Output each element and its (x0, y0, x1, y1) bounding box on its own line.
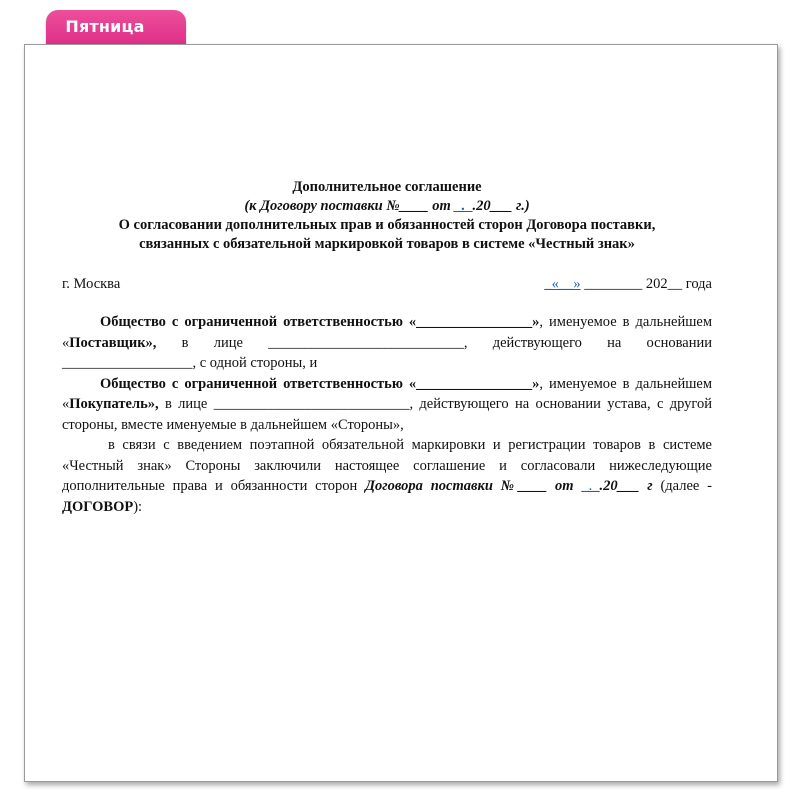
buyer-role: Покупатель», (69, 396, 159, 412)
buyer-text-2: в лице ___________________________, действующего на основании устава, с другой стороны, вместе именуемые в дальнейшем «Стороны», (62, 396, 712, 433)
document-heading-line2: связанных с обязательной маркировкой товаров в системе «Честный знак» (139, 236, 635, 252)
subtitle-suffix: .20___ г.) (472, 198, 530, 214)
day-tab-label: Пятница (65, 17, 145, 36)
date-day-blank: _«__» (544, 276, 581, 292)
buyer-text-1: , именуемое в дальнейшем « (62, 375, 712, 412)
document-heading-line1: О согласовании дополнительных прав и обязанностей сторон Договора поставки, (118, 217, 656, 233)
body-tail-bold: ДОГОВОР (62, 498, 134, 515)
subtitle-prefix: (к Договору поставки №____ от (244, 198, 451, 214)
body-year: .20___ г (599, 478, 653, 494)
document-body (62, 178, 712, 517)
supplier-text-2: в лице ___________________________, действующего на основании __________________, с одной стороны, и (62, 334, 712, 371)
supplier-paragraph (62, 312, 712, 374)
body-tail-close: ): (133, 498, 143, 515)
document-title: Дополнительное соглашение (292, 179, 482, 195)
document-header (62, 178, 712, 254)
body-paragraph (62, 435, 712, 517)
supplier-org: Общество с ограниченной ответственностью «________________» (100, 314, 540, 330)
buyer-paragraph (62, 374, 712, 436)
body-date-blank: _._ (581, 478, 600, 494)
agreement-date (544, 274, 712, 295)
subtitle-date-blank: _._ (454, 198, 473, 214)
body-tail-open: (далее - (652, 478, 713, 494)
city: г. Москва (62, 276, 121, 292)
body-text: в связи с введением поэтапной обязательной маркировки и регистрации товаров в системе «Честный знак» Стороны заключили настоящее соглашение и согласовали нижеследующие дополнительные права и обязанности сторон (62, 437, 712, 494)
body-contract-ref: Договора поставки №____ от (365, 478, 574, 494)
supplier-role: Поставщик», (69, 334, 157, 351)
date-rest: ________ 202__ года (584, 276, 712, 292)
place-date-line (62, 274, 712, 296)
supplier-text-1: , именуемое в дальнейшем « (62, 314, 712, 351)
buyer-org: Общество с ограниченной ответственностью «________________» (100, 375, 540, 392)
document-subtitle (62, 197, 712, 216)
